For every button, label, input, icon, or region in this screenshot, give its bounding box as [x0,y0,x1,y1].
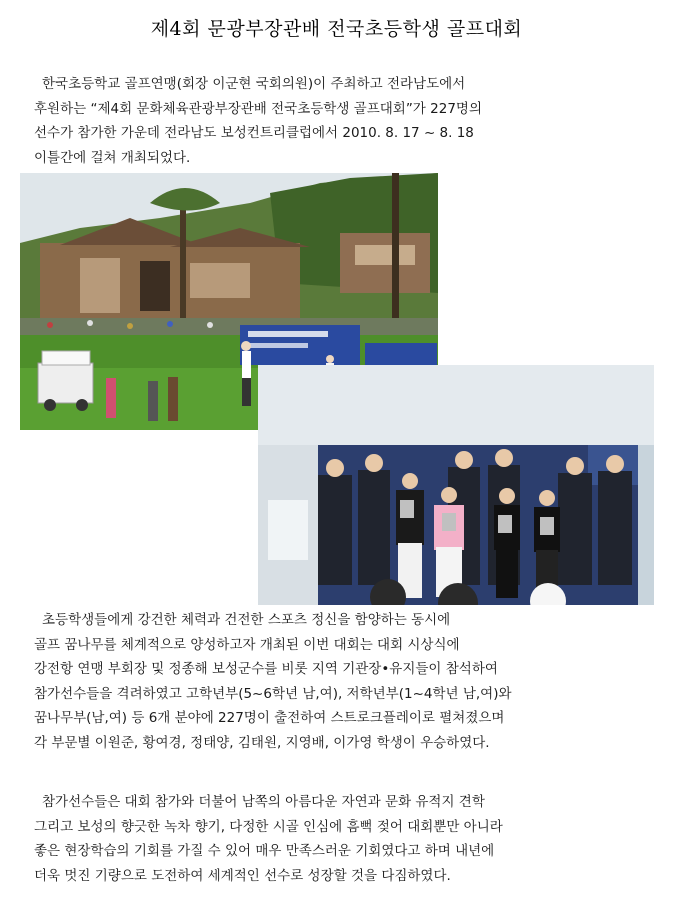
text-line: 참가선수들을 격려하였고 고학년부(5~6학년 남,여), 저학년부(1~4학년 남,여)와 [34,685,512,702]
text-line: 강전항 연맹 부회장 및 정종해 보성군수를 비롯 지역 기관장•유지들이 참석하여 [34,661,498,677]
text-line: 꿈나무부(남,여) 등 6개 분야에 227명이 출전하여 스트로크플레이로 펼쳐졌으며 [34,710,505,726]
text-line: 각 부문별 이원준, 황여경, 정태양, 김태원, 지영배, 이가영 학생이 우승하였다. [34,734,490,751]
intro-paragraph [34,72,660,170]
text-line: 한국초등학교 골프연맹(회장 이군현 국회의원)이 주최하고 전라남도에서 [42,76,466,92]
text-line: 좋은 현장학습의 기회를 가질 수 있어 매우 만족스러운 기회였다고 하며 내년에 [34,843,495,859]
text-line: 선수가 참가한 가운데 전라남도 보성컨트리클럽에서 2010. 8. 17 ~ 8. 18 [34,125,474,141]
text-line: 골프 꿈나무를 체계적으로 양성하고자 개최된 이번 대회는 대회 시상식에 [34,636,460,653]
page-title: 제4회 문광부장관배 전국초등학생 골프대회 [150,18,523,40]
text-line: 더욱 멋진 기량으로 도전하여 세계적인 선수로 성장할 것을 다짐하였다. [34,867,451,884]
award-ceremony-photo [258,365,654,605]
text-line: 참가선수들은 대회 참가와 더불어 남쪽의 아름다운 자연과 문화 유적지 견학 [42,794,485,810]
text-line: 후원하는 “제4회 문화체육관광부장관배 전국초등학생 골프대회”가 227명의 [34,100,482,117]
text-line: 초등학생들에게 강건한 체력과 건전한 스포츠 정신을 함양하는 동시에 [42,612,451,628]
closing-paragraph [34,790,660,888]
ceremony-paragraph [34,608,660,755]
text-line: 이틀간에 걸쳐 개최되었다. [34,149,191,166]
text-line: 그리고 보성의 향긋한 녹차 향기, 다정한 시골 인심에 흠뻑 젖어 대회뿐만 아니라 [34,818,503,835]
